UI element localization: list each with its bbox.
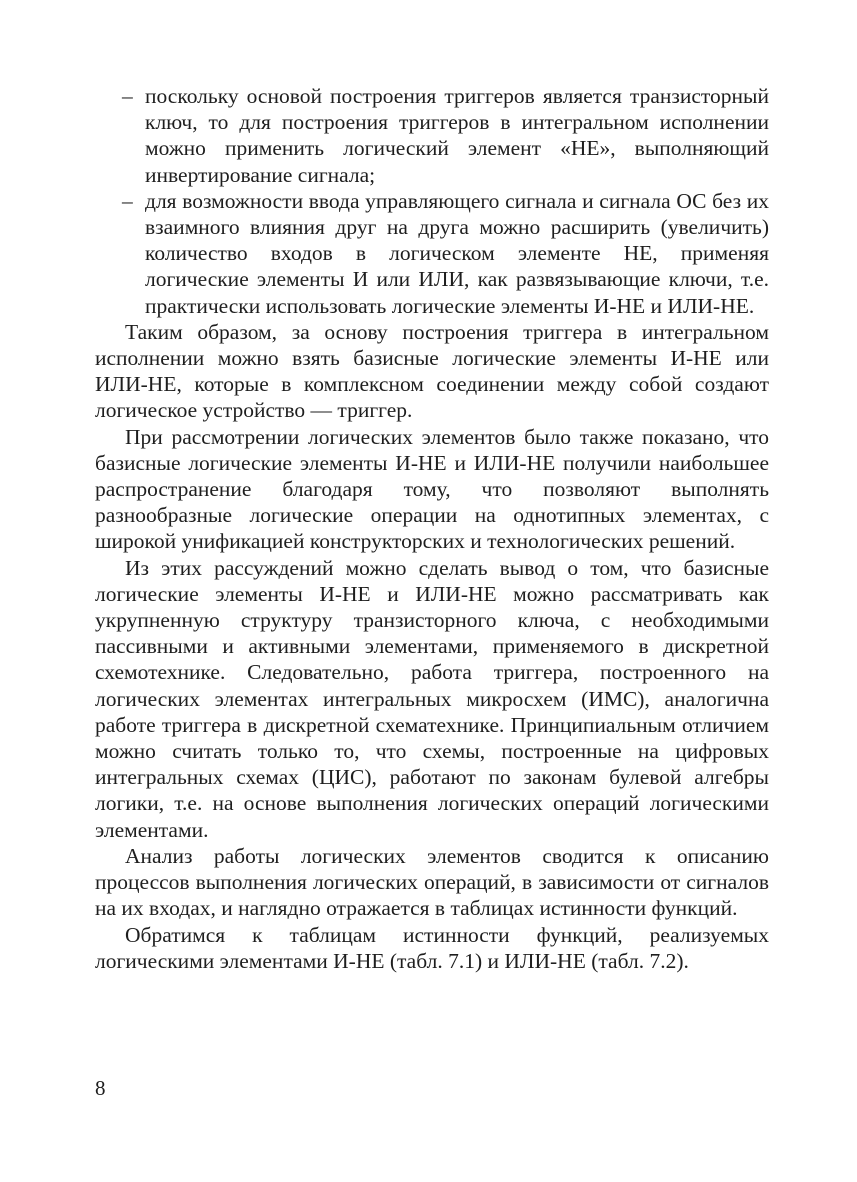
page-body: [95, 83, 769, 974]
list-dash: –: [122, 188, 133, 213]
list-item-text: поскольку основой построения триггеров является транзисторный ключ, то для построения триггеров в интегральном исполнении можно применить логический элемент «НЕ», выполняющий инвертирование сигнала;: [145, 84, 769, 187]
list-item: [95, 188, 769, 319]
paragraph: Таким образом, за основу построения триггера в интегральном исполнении можно взять базисные логические элементы И-НЕ или ИЛИ-НЕ, которые в комплексном соединении между собой создают логическое устройство — триггер.: [95, 319, 769, 423]
paragraph: Анализ работы логических элементов сводится к описанию процессов выполнения логических операций, в зависимости от сигналов на их входах, и наглядно отражается в таблицах истинности функций.: [95, 843, 769, 921]
list-item: [95, 83, 769, 188]
paragraph: Обратимся к таблицам истинности функций, реализуемых логическими элементами И-НЕ (табл. 7.1) и ИЛИ-НЕ (табл. 7.2).: [95, 922, 769, 973]
page-number: 8: [95, 1076, 106, 1100]
paragraph: При рассмотрении логических элементов было также показано, что базисные логические элементы И-НЕ и ИЛИ-НЕ получили наибольшее распространение благодаря тому, что позволяют выполнять разнообразные логические операции на однотипных элементах, с широкой унификацией конструкторских и технологических решений.: [95, 424, 769, 554]
list-item-text: для возможности ввода управляющего сигнала и сигнала ОС без их взаимного влияния друг на друга можно расширить (увеличить) количество входов в логическом элементе НЕ, применяя логические элементы И или ИЛИ, как развязывающие ключи, т.е. практически использовать логические элементы И-НЕ и ИЛИ-НЕ.: [145, 188, 769, 318]
list-dash: –: [122, 84, 133, 108]
paragraph: Из этих рассуждений можно сделать вывод о том, что базисные логические элементы И-НЕ и ИЛИ-НЕ можно рассматривать как укрупненную структуру транзисторного ключа, с необходимыми пассивными и активными элементами, применяемого в дискретной схемотехнике. Следовательно, работа триггера, построенного на логических элементах интегральных микросхем (ИМС), аналогична работе триггера в дискретной схематехнике. Принципиальным отличием можно считать только то, что схемы, построенные на цифровых интегральных схемах (ЦИС), работают по законам булевой алгебры логики, т.е. на основе выполнения логических операций логическими элементами.: [95, 555, 769, 842]
